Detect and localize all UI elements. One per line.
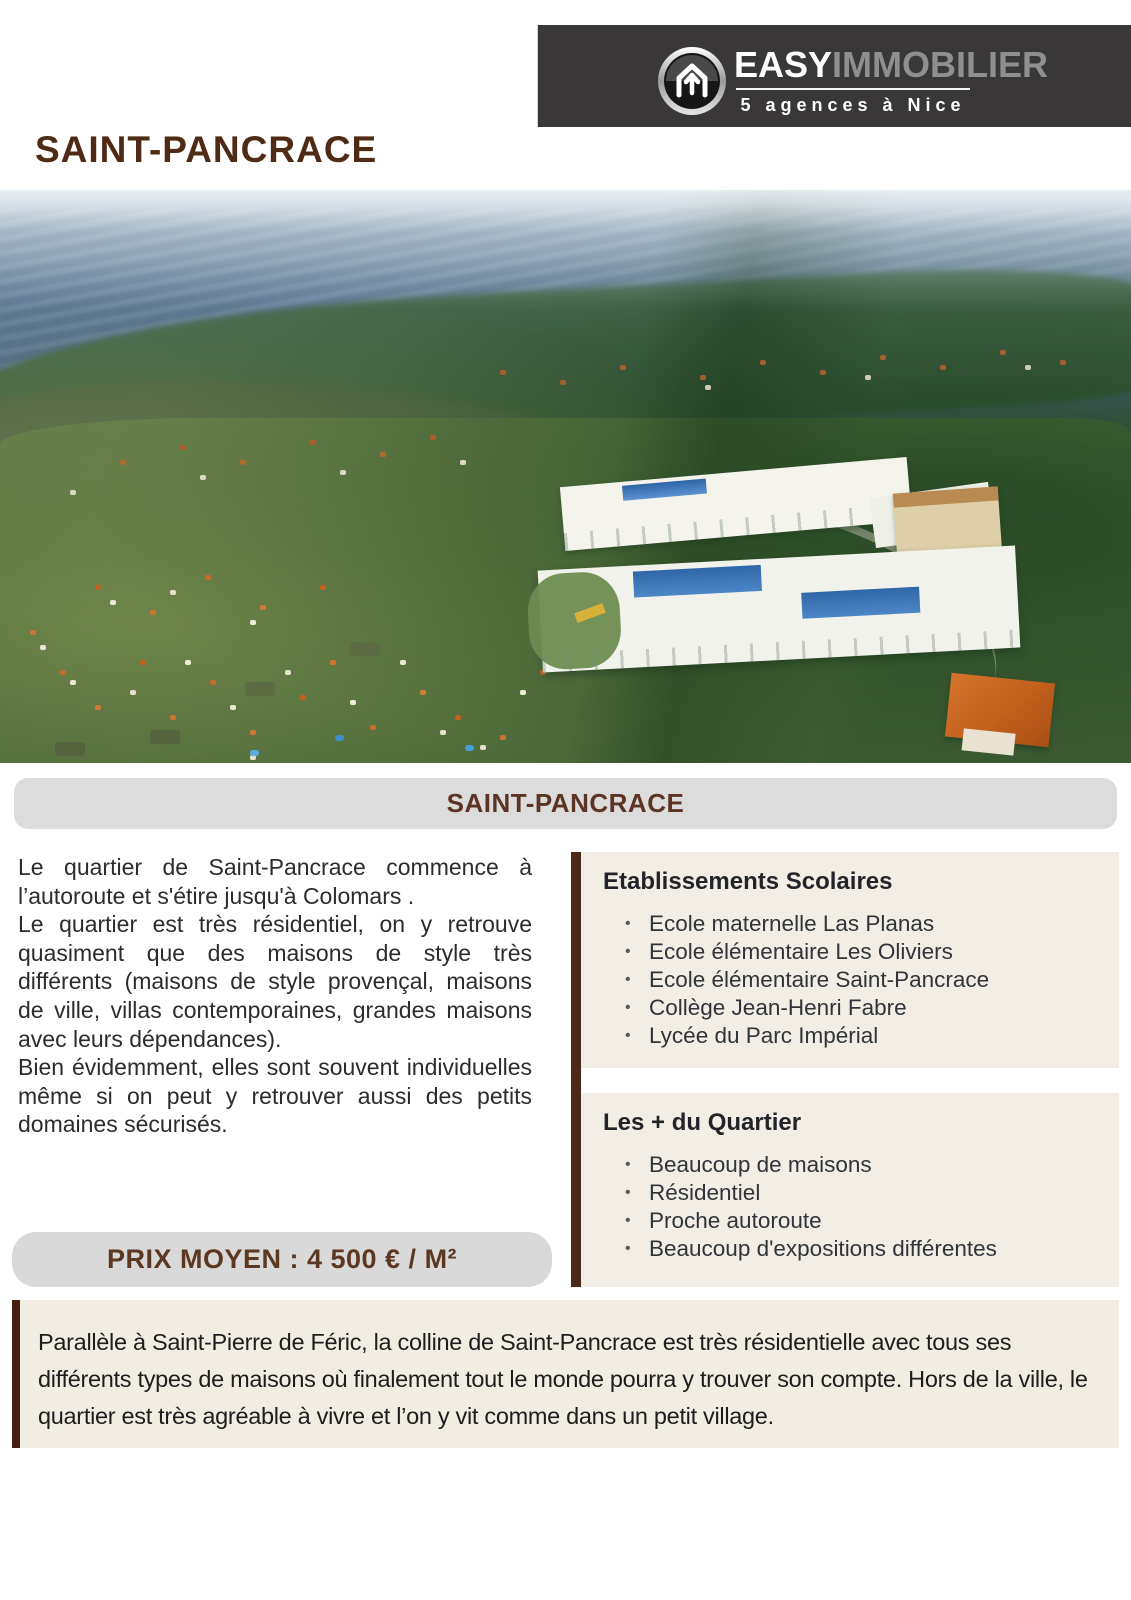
footer-note [12,1300,1119,1448]
schools-title: Etablissements Scolaires [603,868,893,895]
price-label: PRIX MOYEN : 4 500 € / M² [106,1244,458,1274]
page-title: SAINT-PANCRACE [35,129,378,170]
brand-divider [736,88,970,90]
header-banner [537,25,1131,127]
school-item: • Ecole élémentaire Les Oliviers [625,938,1119,966]
quarter-plus-item: • Résidentiel [625,1179,1119,1207]
quarter-plus-item: • Proche autoroute [625,1207,1119,1235]
quarter-plus-item: • Beaucoup de maisons [625,1151,1119,1179]
brand-name-primary: EASY [734,44,833,85]
description-paragraph: Le quartier est très résidentiel, on y retrouve quasiment que des maisons de style très différents (maisons de style provençal, maisons de ville, villas contemporaines, grandes maisons avec leurs dépendances). [18,911,532,1052]
section-banner [14,778,1117,829]
quarter-plus-list [581,1151,1119,1263]
quarter-plus-card [581,1093,1119,1287]
school-item: • Ecole maternelle Las Planas [625,910,1119,938]
schools-list [581,910,1119,1050]
schools-card [581,852,1119,1068]
solar-panel [633,565,762,598]
house-logo-icon [656,45,728,117]
price-badge [12,1232,552,1287]
quarter-plus-title: Les + du Quartier [603,1109,802,1136]
solar-panel [622,479,707,501]
brown-accent-bar [571,852,581,1287]
school-item: • Collège Jean-Henri Fabre [625,994,1119,1022]
solar-panel [801,587,920,619]
school-item: • Lycée du Parc Impérial [625,1022,1119,1050]
atmospheric-haze [0,190,1131,320]
description-text [18,853,532,1139]
footer-text: Parallèle à Saint-Pierre de Féric, la colline de Saint-Pancrace est très résidentielle avec tous ses différents types de maisons où finalement tout le monde pourra y trouver son compte. Hors de la ville, le quartier est très agréable à vivre et l’on y vit comme dans un petit village. [38,1329,1088,1429]
brand-name [734,44,1049,85]
brand-name-secondary: IMMOBILIER [832,44,1049,85]
brand-tagline: 5 agences à Nice [740,95,966,115]
section-title: SAINT-PANCRACE [446,788,685,818]
aerial-photo [0,190,1131,763]
description-paragraph: Le quartier de Saint-Pancrace commence à l’autoroute et s'étire jusqu'à Colomars . [18,854,532,909]
description-paragraph: Bien évidemment, elles sont souvent individuelles même si on peut y retrouver aussi des petits domaines sécurisés. [18,1054,532,1138]
orange-roof-house [945,673,1055,748]
school-item: • Ecole élémentaire Saint-Pancrace [625,966,1119,994]
quarter-plus-item: • Beaucoup d'expositions différentes [625,1235,1119,1263]
